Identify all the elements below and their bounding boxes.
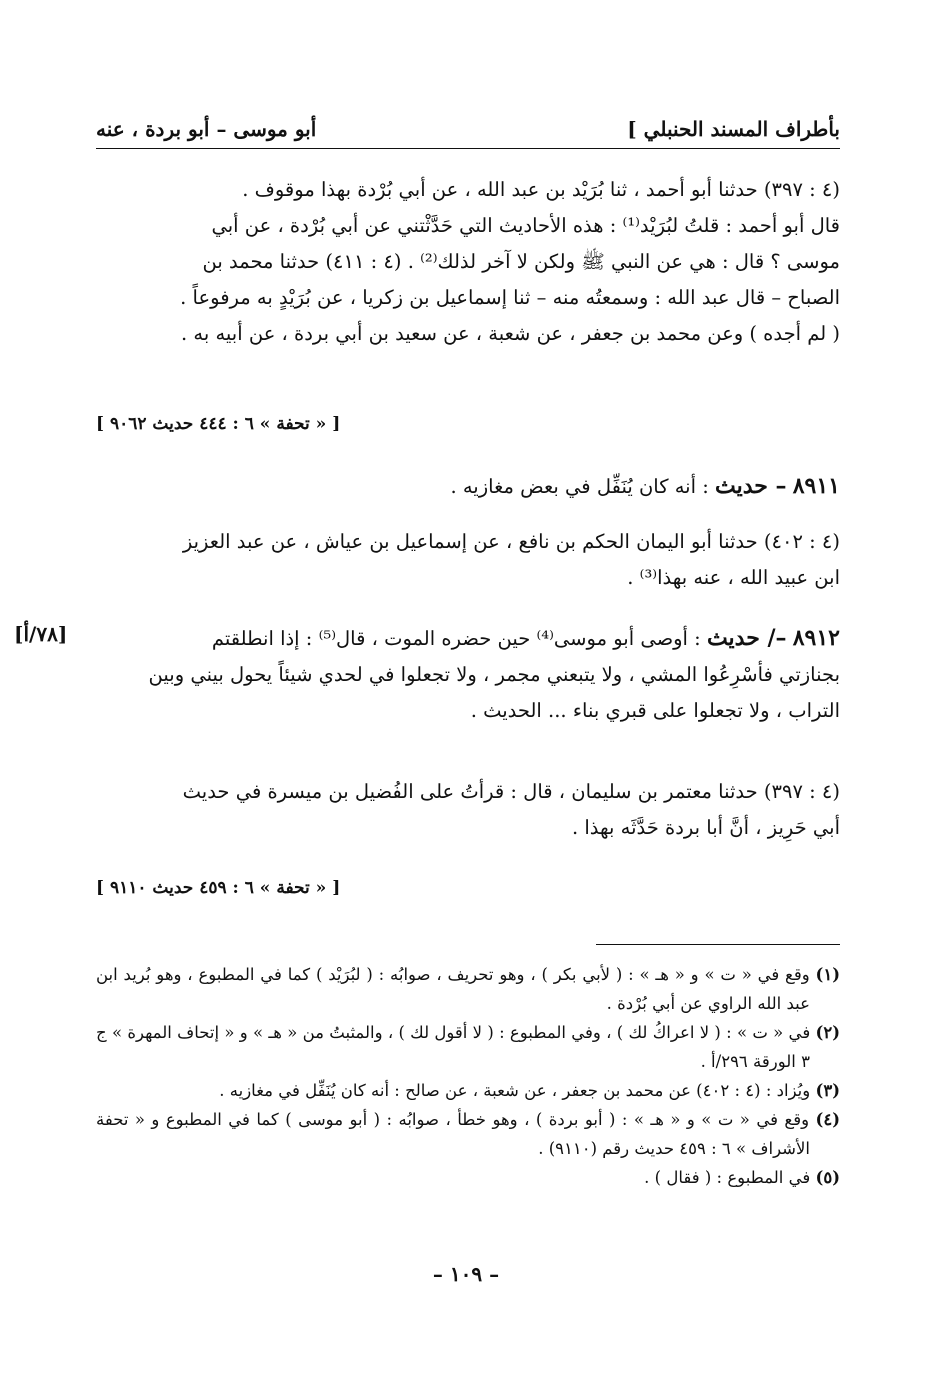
manuscript-folio-note: [٧٨/أ] (14, 622, 68, 646)
hadith-entry-8912: ٨٩١٢ –/ حديث : أوصى أبو موسى⁽⁴⁾ حين حضره الموت ، قال⁽⁵⁾ : إذا انطلقتم بجنازتي فأسْرِعُوا المشي ، ولا يتبعني مجمر ، ولا تجعلوا في لحدي شيئاً يحول بيني وبين التراب ، ولا تجعلوا على قبري بناء ... الحديث . (96, 620, 840, 729)
header-chapter-title: أبو موسى – أبو بردة ، عنه (96, 117, 317, 141)
hadith-number: ٨٩١٢ (792, 625, 840, 651)
hadith-entry-8911: ٨٩١١ – حديث : أنه كان يُنَفِّل في بعض مغازيه . (450, 473, 840, 499)
hadith-text: : أنه كان يُنَفِّل في بعض مغازيه . (450, 475, 709, 498)
text-line: (٤ : ٤٠٢) حدثنا أبو اليمان الحكم بن نافع ، عن إسماعيل بن عياش ، عن عبد العزيز (182, 530, 840, 553)
header-book-title: بأطراف المسند الحنبلي ] (627, 117, 840, 141)
chain-of-narration-block-2 (96, 524, 840, 596)
text-line: ابن عبيد الله ، عنه بهذا⁽³⁾ . (627, 566, 840, 589)
hadith-label: حديث (706, 625, 760, 651)
text-line: الصباح – قال عبد الله : وسمعتُه منه – ثنا إسماعيل بن زكريا ، عن بُرَيْدٍ به مرفوعاً . (180, 286, 840, 309)
tuhfa-reference-1: [ « تحفة » ٦ : ٤٤٤ حديث ٩٠٦٢ ] (96, 414, 341, 434)
hadith-text: : أوصى أبو موسى⁽⁴⁾ حين حضره الموت ، قال⁽⁵⁾ : إذا انطلقتم (211, 627, 701, 650)
text-line: بجنازتي فأسْرِعُوا المشي ، ولا يتبعني مجمر ، ولا تجعلوا في لحدي شيئاً يحول بيني وبين (148, 663, 840, 686)
hadith-number: ٨٩١١ (792, 473, 840, 499)
footnotes (96, 960, 840, 1192)
text-line: (٤ : ٣٩٧) حدثنا أبو أحمد ، ثنا بُرَيْد بن عبد الله ، عن أبي بُرْدة بهذا موقوف . (242, 178, 840, 201)
footnote: (٣) ويُزاد : (٤ : ٤٠٢) عن محمد بن جعفر ، عن شعبة ، عن صالح : أنه كان يُنَفِّل في مغازيه . (219, 1081, 840, 1100)
chain-of-narration-block-1 (96, 172, 840, 352)
footnote: (١) وقع في « ت » و « هـ » : ( لأبي بكر ) ، وهو تحريف ، صوابُه : ( لبُرَيْد ) كما في المطبوع ، وهو بُريد ابن عبد الله الراوي عن أبي بُرْدة . (96, 965, 840, 1013)
running-header (96, 110, 840, 149)
page-number: – ١٠٩ – (432, 1262, 500, 1286)
text-line: ( لم أجده ) وعن محمد بن جعفر ، عن شعبة ، عن سعيد بن أبي بردة ، عن أبيه به . (180, 322, 840, 345)
text-line: أبي حَرِيز ، أنَّ أبا بردة حَدَّثَه بهذا . (571, 816, 840, 839)
footnote-separator (596, 944, 840, 945)
hadith-label: حديث (714, 473, 768, 499)
footnote: (٢) في « ت » : ( لا اعراكُ لك ) ، وفي المطبوع : ( لا أقول لك ) ، والمثبتُ من « هـ » و « إتحاف المهرة » ج ٣ الورقة ٢٩٦/أ . (96, 1023, 840, 1071)
tuhfa-reference-2: [ « تحفة » ٦ : ٤٥٩ حديث ٩١١٠ ] (96, 878, 341, 898)
chain-of-narration-block-3 (96, 774, 840, 846)
text-line: موسى ؟ قال : هي عن النبي ﷺ ولكن لا آخر لذلك⁽²⁾ . (٤ : ٤١١) حدثنا محمد بن (202, 250, 840, 273)
footnote: (٥) في المطبوع : ( فقال ) . (644, 1168, 840, 1187)
footnote: (٤) وقع في « ت » و « هـ » : ( أبو بردة ) ، وهو خطأ ، صوابُه : ( أبو موسى ) كما في المطبوع و « تحفة الأشراف » ٦ : ٤٥٩ حديث رقم (٩١١٠) . (96, 1110, 841, 1158)
text-line: (٤ : ٣٩٧) حدثنا معتمر بن سليمان ، قال : قرأتُ على الفُضيل بن ميسرة في حديث (182, 780, 840, 803)
text-line: قال أبو أحمد : قلتُ لبُرَيْد⁽¹⁾ : هذه الأحاديث التي حَدَّثْتني عن أبي بُرْدة ، عن أبي (211, 214, 840, 237)
text-line: التراب ، ولا تجعلوا على قبري بناء ... الحديث . (470, 699, 840, 722)
